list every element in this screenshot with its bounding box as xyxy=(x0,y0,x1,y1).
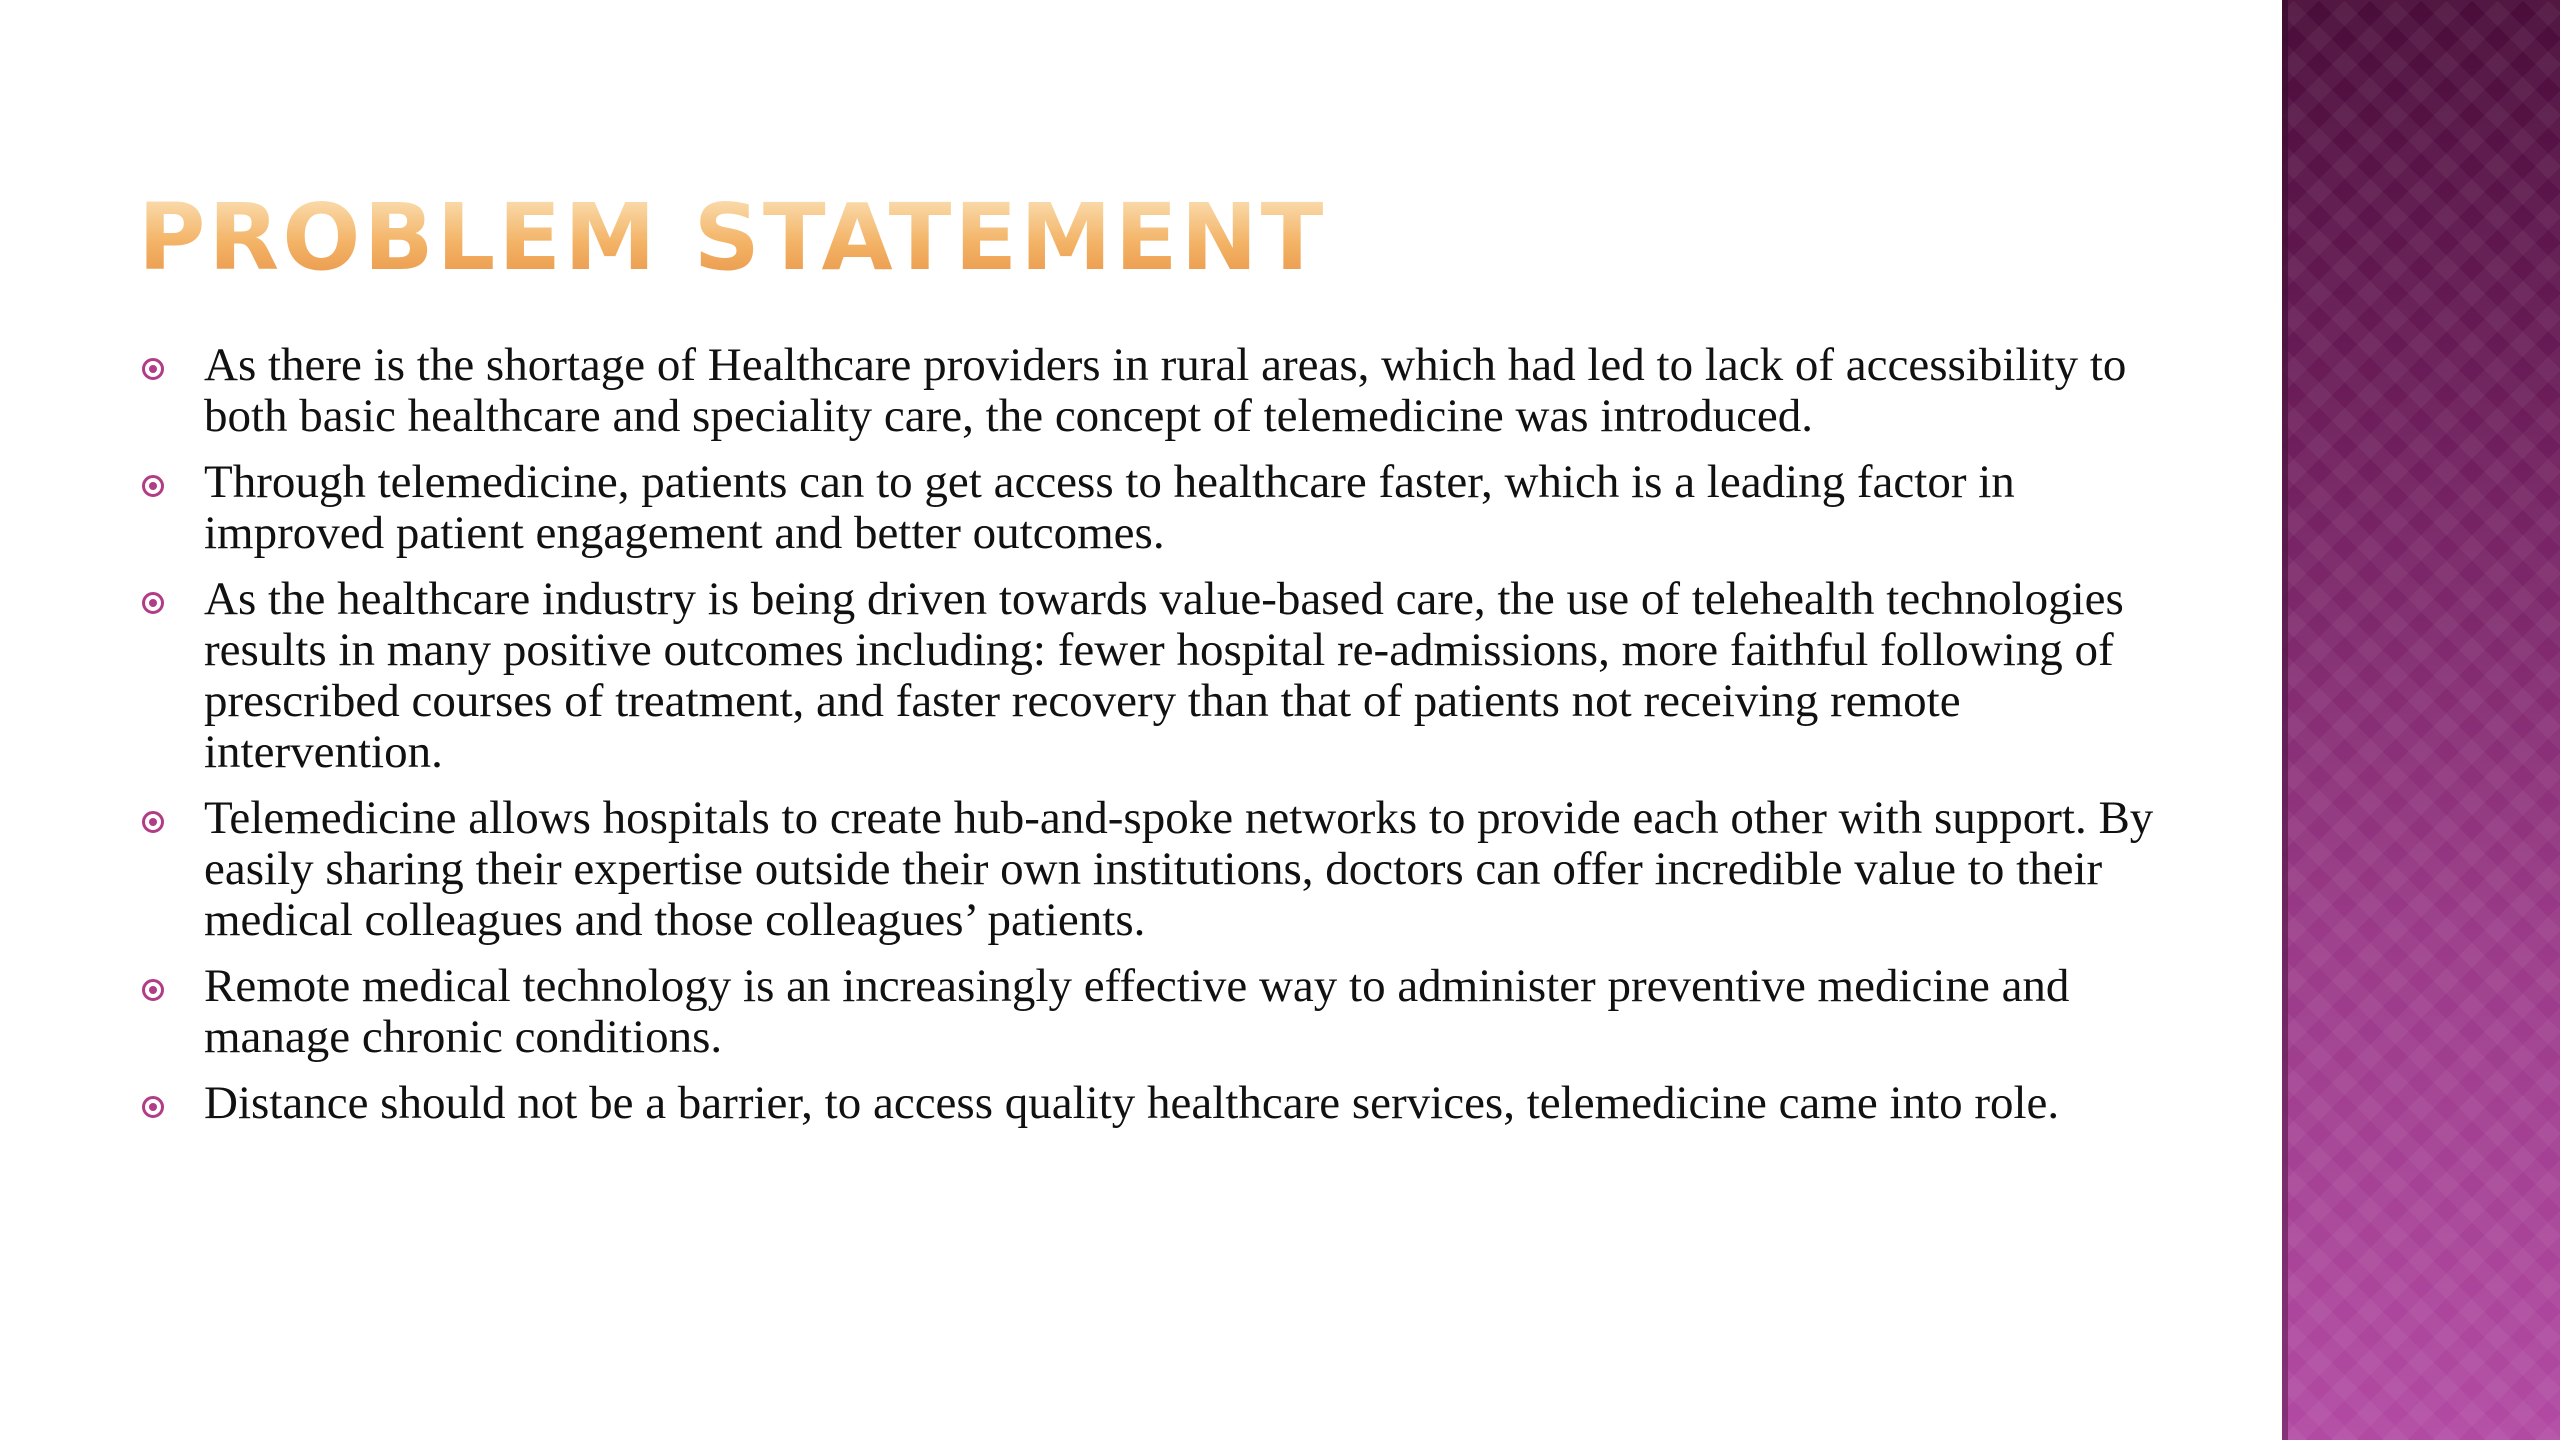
bullet-item xyxy=(142,961,2162,1063)
bullet-item xyxy=(142,574,2162,778)
bullet-item xyxy=(142,340,2162,442)
slide-title: PROBLEM STATEMENT xyxy=(138,184,1327,291)
circle-dot-bullet-icon xyxy=(142,592,164,614)
bullet-text: Telemedicine allows hospitals to create hub-and-spoke networks to provide each other with support. By easily sharing their expertise outside their own institutions, doctors can offer incredible value to their medical colleagues and those colleagues’ patients. xyxy=(204,792,2154,946)
circle-dot-bullet-icon xyxy=(142,979,164,1001)
decorative-side-band xyxy=(2282,0,2560,1440)
circle-dot-bullet-icon xyxy=(142,811,164,833)
bullet-item xyxy=(142,457,2162,559)
bullet-item xyxy=(142,1078,2162,1129)
circle-dot-bullet-icon xyxy=(142,475,164,497)
bullet-text: As the healthcare industry is being driven towards value-based care, the use of telehealth technologies results in many positive outcomes including: fewer hospital re-admissions, more faithful following of prescribed courses of treatment, and faster recovery than that of patients not receiving remote intervention. xyxy=(204,573,2124,778)
circle-dot-bullet-icon xyxy=(142,1096,164,1118)
circle-dot-bullet-icon xyxy=(142,358,164,380)
bullet-list xyxy=(142,340,2162,1144)
bullet-text: As there is the shortage of Healthcare providers in rural areas, which had led to lack of accessibility to both basic healthcare and speciality care, the concept of telemedicine was introduced. xyxy=(204,339,2127,442)
bullet-item xyxy=(142,793,2162,946)
bullet-text: Through telemedicine, patients can to get access to healthcare faster, which is a leading factor in improved patient engagement and better outcomes. xyxy=(204,456,2015,559)
bullet-text: Distance should not be a barrier, to access quality healthcare services, telemedicine came into role. xyxy=(204,1077,2060,1129)
bullet-text: Remote medical technology is an increasingly effective way to administer preventive medicine and manage chronic conditions. xyxy=(204,960,2070,1063)
